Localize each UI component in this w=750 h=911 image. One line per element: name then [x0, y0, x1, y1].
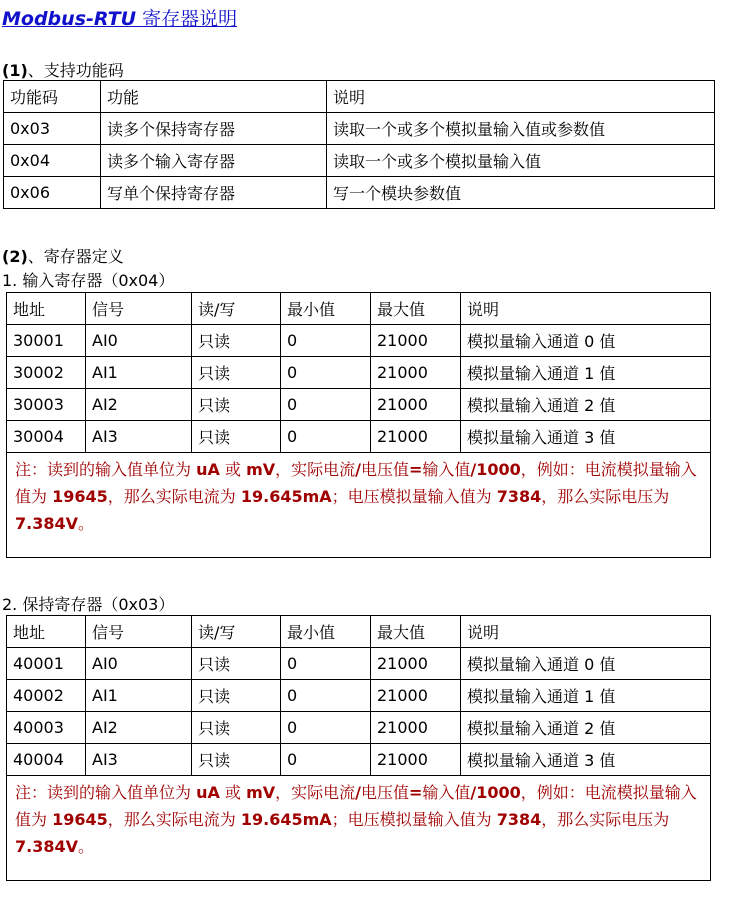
header-cell: 最大值 — [371, 293, 461, 325]
header-cell: 读/写 — [192, 616, 281, 648]
table-cell: 0 — [281, 648, 371, 680]
table-cell: 写单个保持寄存器 — [101, 177, 327, 209]
table-cell: AI1 — [86, 680, 192, 712]
table-cell: 0 — [281, 357, 371, 389]
table-cell: 读取一个或多个模拟量输入值或参数值 — [327, 113, 715, 145]
table-cell: 0x06 — [4, 177, 101, 209]
table-cell: 21000 — [371, 357, 461, 389]
table-cell: 模拟量输入通道 3 值 — [461, 421, 711, 453]
table-cell: 21000 — [371, 712, 461, 744]
function-code-table — [3, 80, 715, 209]
table-cell: 40001 — [7, 648, 86, 680]
table-cell: 模拟量输入通道 3 值 — [461, 744, 711, 776]
table-row — [7, 389, 711, 421]
title-bold: Modbus-RTU — [2, 8, 137, 30]
table-cell: 只读 — [192, 712, 281, 744]
header-cell: 说明 — [461, 616, 711, 648]
table-cell: 只读 — [192, 389, 281, 421]
section2-heading-number: (2) — [2, 247, 28, 266]
table-cell: AI3 — [86, 744, 192, 776]
table-cell: AI0 — [86, 325, 192, 357]
section1-heading-text: 、支持功能码 — [27, 61, 124, 80]
table-cell: 30003 — [7, 389, 86, 421]
table-cell: 0x04 — [4, 145, 101, 177]
input-registers-table — [6, 292, 711, 558]
table-cell: 0 — [281, 712, 371, 744]
table-cell: 0 — [281, 680, 371, 712]
section2-heading-text: 、寄存器定义 — [27, 247, 124, 266]
table-cell: 40004 — [7, 744, 86, 776]
note-row — [7, 776, 711, 881]
document-title[interactable] — [2, 4, 237, 31]
table-cell: 21000 — [371, 744, 461, 776]
table-row — [7, 421, 711, 453]
table-cell: 21000 — [371, 648, 461, 680]
table-cell: 模拟量输入通道 2 值 — [461, 712, 711, 744]
table-cell: 30002 — [7, 357, 86, 389]
table-header-row — [4, 81, 715, 113]
section1-heading-number: (1) — [2, 61, 28, 80]
table-cell: 只读 — [192, 680, 281, 712]
header-cell: 地址 — [7, 616, 86, 648]
holding-registers-table — [6, 615, 711, 881]
table-cell: 只读 — [192, 421, 281, 453]
table-cell: 0 — [281, 389, 371, 421]
header-cell: 读/写 — [192, 293, 281, 325]
table-cell: 模拟量输入通道 0 值 — [461, 325, 711, 357]
table-cell: 21000 — [371, 389, 461, 421]
table-row — [7, 325, 711, 357]
table-row — [4, 113, 715, 145]
header-cell: 功能码 — [4, 81, 101, 113]
header-cell: 最小值 — [281, 293, 371, 325]
section1-heading — [2, 58, 124, 81]
table-row — [4, 177, 715, 209]
note-row — [7, 453, 711, 558]
table-cell: 模拟量输入通道 2 值 — [461, 389, 711, 421]
title-rest: 寄存器说明 — [136, 8, 238, 30]
header-cell: 最小值 — [281, 616, 371, 648]
table-cell: AI1 — [86, 357, 192, 389]
note-text: 注：读到的输入值单位为 uA 或 mV，实际电流/电压值=输入值/1000，例如：电流模拟量输入值为 19645，那么实际电流为 19.645mA；电压模拟量输入值为 7384，那么实际电压为 7.384V。 — [7, 453, 711, 558]
table-cell: 30004 — [7, 421, 86, 453]
table-cell: 模拟量输入通道 1 值 — [461, 357, 711, 389]
table-cell: 读多个输入寄存器 — [101, 145, 327, 177]
table-cell: AI2 — [86, 389, 192, 421]
table-cell: 只读 — [192, 357, 281, 389]
table-cell: 写一个模块参数值 — [327, 177, 715, 209]
table-cell: 模拟量输入通道 0 值 — [461, 648, 711, 680]
table-row — [7, 712, 711, 744]
table-cell: 30001 — [7, 325, 86, 357]
table-cell: 40003 — [7, 712, 86, 744]
table-row — [7, 648, 711, 680]
table-cell: 21000 — [371, 680, 461, 712]
table-cell: 只读 — [192, 744, 281, 776]
table-cell: 读取一个或多个模拟量输入值 — [327, 145, 715, 177]
table-cell: 40002 — [7, 680, 86, 712]
table-cell: AI3 — [86, 421, 192, 453]
header-cell: 信号 — [86, 616, 192, 648]
table-row — [7, 357, 711, 389]
table-header-row — [7, 293, 711, 325]
table-cell: AI0 — [86, 648, 192, 680]
table-cell: 0 — [281, 744, 371, 776]
header-cell: 说明 — [327, 81, 715, 113]
header-cell: 功能 — [101, 81, 327, 113]
table-cell: 0x03 — [4, 113, 101, 145]
table-cell: 21000 — [371, 325, 461, 357]
table-cell: 21000 — [371, 421, 461, 453]
table-cell: 只读 — [192, 648, 281, 680]
section2-heading — [2, 244, 124, 267]
table-header-row — [7, 616, 711, 648]
header-cell: 信号 — [86, 293, 192, 325]
header-cell: 最大值 — [371, 616, 461, 648]
table-row — [4, 145, 715, 177]
holding-registers-heading: 2. 保持寄存器（0x03） — [2, 595, 175, 614]
table-cell: 模拟量输入通道 1 值 — [461, 680, 711, 712]
table-cell: 只读 — [192, 325, 281, 357]
table-row — [7, 744, 711, 776]
header-cell: 说明 — [461, 293, 711, 325]
table-cell: 读多个保持寄存器 — [101, 113, 327, 145]
table-cell: AI2 — [86, 712, 192, 744]
table-cell: 0 — [281, 325, 371, 357]
header-cell: 地址 — [7, 293, 86, 325]
table-row — [7, 680, 711, 712]
input-registers-heading: 1. 输入寄存器（0x04） — [2, 271, 175, 290]
note-text: 注：读到的输入值单位为 uA 或 mV，实际电流/电压值=输入值/1000，例如：电流模拟量输入值为 19645，那么实际电流为 19.645mA；电压模拟量输入值为 7384，那么实际电压为 7.384V。 — [7, 776, 711, 881]
table-cell: 0 — [281, 421, 371, 453]
